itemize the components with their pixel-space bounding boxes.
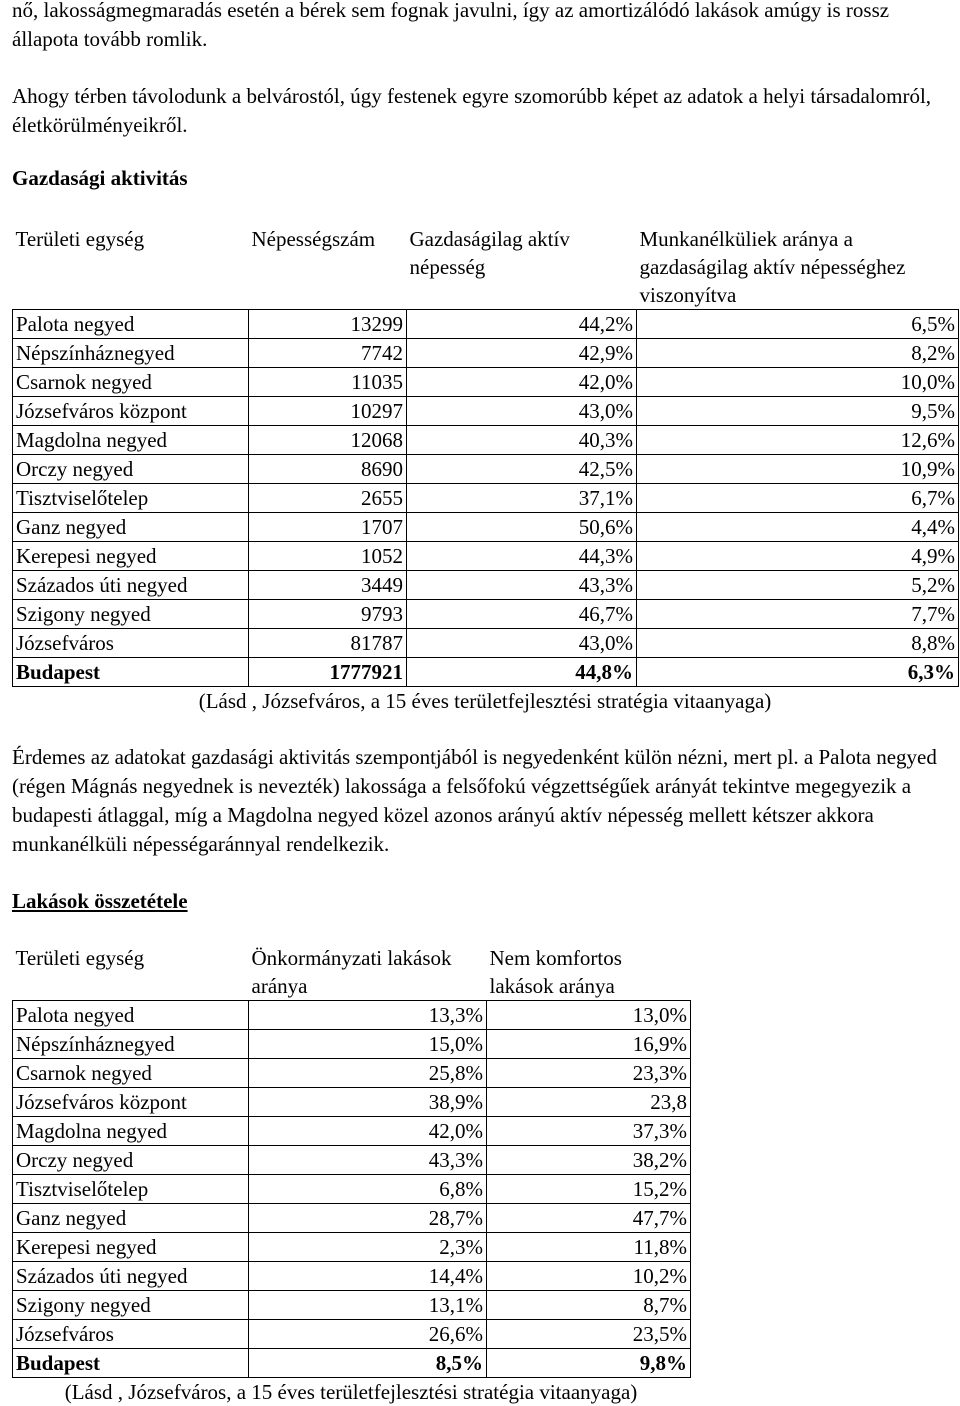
- value-cell: 11,8%: [487, 1233, 691, 1262]
- row-label-cell: Budapest: [13, 658, 249, 687]
- value-cell: 6,3%: [637, 658, 959, 687]
- table-total-row: [13, 658, 959, 687]
- value-cell: 15,2%: [487, 1175, 691, 1204]
- table-row: [13, 1146, 691, 1175]
- value-cell: 23,5%: [487, 1320, 691, 1349]
- value-cell: 42,9%: [407, 339, 637, 368]
- row-label-cell: Orczy negyed: [13, 455, 249, 484]
- value-cell: 9793: [249, 600, 407, 629]
- value-cell: 43,0%: [407, 629, 637, 658]
- value-cell: 44,2%: [407, 310, 637, 339]
- value-cell: 25,8%: [249, 1059, 487, 1088]
- value-cell: 7,7%: [637, 600, 959, 629]
- row-label-cell: Ganz negyed: [13, 513, 249, 542]
- table-row: [13, 426, 959, 455]
- column-header: Önkormányzati lakások aránya: [249, 944, 487, 1001]
- row-label-cell: Kerepesi negyed: [13, 1233, 249, 1262]
- table-row: [13, 1233, 691, 1262]
- value-cell: 2655: [249, 484, 407, 513]
- housing-table: [12, 944, 691, 1378]
- value-cell: 14,4%: [249, 1262, 487, 1291]
- source-note-1: (Lásd , Józsefváros, a 15 éves területfejlesztési stratégia vitaanyaga): [198, 689, 772, 713]
- value-cell: 44,3%: [407, 542, 637, 571]
- value-cell: 1777921: [249, 658, 407, 687]
- value-cell: 40,3%: [407, 426, 637, 455]
- value-cell: 37,3%: [487, 1117, 691, 1146]
- row-label-cell: Csarnok negyed: [13, 368, 249, 397]
- value-cell: 50,6%: [407, 513, 637, 542]
- row-label-cell: Józsefváros: [13, 1320, 249, 1349]
- table-row: [13, 1175, 691, 1204]
- value-cell: 43,0%: [407, 397, 637, 426]
- value-cell: 10,0%: [637, 368, 959, 397]
- value-cell: 16,9%: [487, 1030, 691, 1059]
- column-header: Gazdaságilag aktív népesség: [407, 225, 637, 310]
- economic-activity-table: [12, 225, 959, 687]
- section-title-gazdasagi: Gazdasági aktivitás: [12, 166, 188, 190]
- row-label-cell: Palota negyed: [13, 1001, 249, 1030]
- table-row: [13, 368, 959, 397]
- table-row: [13, 1320, 691, 1349]
- value-cell: 8,2%: [637, 339, 959, 368]
- document-page: [12, 0, 956, 1406]
- value-cell: 10,9%: [637, 455, 959, 484]
- row-label-cell: Orczy negyed: [13, 1146, 249, 1175]
- table-row: [13, 542, 959, 571]
- value-cell: 42,0%: [249, 1117, 487, 1146]
- row-label-cell: Tisztviselőtelep: [13, 484, 249, 513]
- row-label-cell: Ganz negyed: [13, 1204, 249, 1233]
- value-cell: 15,0%: [249, 1030, 487, 1059]
- value-cell: 6,5%: [637, 310, 959, 339]
- table-row: [13, 339, 959, 368]
- value-cell: 6,8%: [249, 1175, 487, 1204]
- column-header: Népességszám: [249, 225, 407, 310]
- value-cell: 9,8%: [487, 1349, 691, 1378]
- row-label-cell: Magdolna negyed: [13, 426, 249, 455]
- table-header-row: [13, 944, 691, 1001]
- table-row: [13, 1117, 691, 1146]
- value-cell: 8,8%: [637, 629, 959, 658]
- value-cell: 8690: [249, 455, 407, 484]
- value-cell: 42,5%: [407, 455, 637, 484]
- value-cell: 8,7%: [487, 1291, 691, 1320]
- value-cell: 43,3%: [249, 1146, 487, 1175]
- value-cell: 13,0%: [487, 1001, 691, 1030]
- value-cell: 10,2%: [487, 1262, 691, 1291]
- table-row: [13, 1001, 691, 1030]
- row-label-cell: Csarnok negyed: [13, 1059, 249, 1088]
- row-label-cell: Magdolna negyed: [13, 1117, 249, 1146]
- table-row: [13, 310, 959, 339]
- table-row: [13, 629, 959, 658]
- value-cell: 9,5%: [637, 397, 959, 426]
- value-cell: 4,9%: [637, 542, 959, 571]
- value-cell: 7742: [249, 339, 407, 368]
- value-cell: 23,3%: [487, 1059, 691, 1088]
- table-row: [13, 1291, 691, 1320]
- table-row: [13, 600, 959, 629]
- table-row: [13, 571, 959, 600]
- value-cell: 42,0%: [407, 368, 637, 397]
- value-cell: 38,2%: [487, 1146, 691, 1175]
- value-cell: 43,3%: [407, 571, 637, 600]
- row-label-cell: Józsefváros központ: [13, 397, 249, 426]
- value-cell: 13,1%: [249, 1291, 487, 1320]
- value-cell: 3449: [249, 571, 407, 600]
- table-row: [13, 397, 959, 426]
- value-cell: 47,7%: [487, 1204, 691, 1233]
- table-row: [13, 1204, 691, 1233]
- column-header: Területi egység: [13, 944, 249, 1001]
- row-label-cell: Százados úti negyed: [13, 1262, 249, 1291]
- value-cell: 13,3%: [249, 1001, 487, 1030]
- value-cell: 28,7%: [249, 1204, 487, 1233]
- value-cell: 26,6%: [249, 1320, 487, 1349]
- value-cell: 12068: [249, 426, 407, 455]
- value-cell: 81787: [249, 629, 407, 658]
- intro-paragraph-1: nő, lakosságmegmaradás esetén a bérek sem fognak javulni, így az amortizálódó lakások amúgy is rossz állapota tovább romlik.: [12, 0, 890, 51]
- table-header-row: [13, 225, 959, 310]
- value-cell: 12,6%: [637, 426, 959, 455]
- value-cell: 46,7%: [407, 600, 637, 629]
- value-cell: 38,9%: [249, 1088, 487, 1117]
- section-title-lakasok: Lakások összetétele: [12, 889, 188, 913]
- row-label-cell: Palota negyed: [13, 310, 249, 339]
- intro-paragraph-2: Ahogy térben távolodunk a belvárostól, úgy festenek egyre szomorúbb képet az adatok a helyi társadalomról, életkörülményeikről.: [12, 84, 932, 137]
- value-cell: 37,1%: [407, 484, 637, 513]
- table-row: [13, 455, 959, 484]
- value-cell: 1707: [249, 513, 407, 542]
- row-label-cell: Szigony negyed: [13, 600, 249, 629]
- value-cell: 13299: [249, 310, 407, 339]
- value-cell: 1052: [249, 542, 407, 571]
- row-label-cell: Népszínháznegyed: [13, 1030, 249, 1059]
- row-label-cell: Szigony negyed: [13, 1291, 249, 1320]
- value-cell: 23,8: [487, 1088, 691, 1117]
- table-row: [13, 1262, 691, 1291]
- row-label-cell: Százados úti negyed: [13, 571, 249, 600]
- column-header: Területi egység: [13, 225, 249, 310]
- value-cell: 44,8%: [407, 658, 637, 687]
- value-cell: 5,2%: [637, 571, 959, 600]
- column-header: Munkanélküliek aránya a gazdaságilag aktív népességhez viszonyítva: [637, 225, 959, 310]
- table-row: [13, 1059, 691, 1088]
- value-cell: 2,3%: [249, 1233, 487, 1262]
- table-row: [13, 484, 959, 513]
- row-label-cell: Józsefváros központ: [13, 1088, 249, 1117]
- row-label-cell: Népszínháznegyed: [13, 339, 249, 368]
- row-label-cell: Budapest: [13, 1349, 249, 1378]
- source-note-2: (Lásd , Józsefváros, a 15 éves területfejlesztési stratégia vitaanyaga): [64, 1380, 638, 1404]
- middle-paragraph: Érdemes az adatokat gazdasági aktivitás szempontjából is negyedenként külön nézni, mert pl. a Palota negyed (régen Mágnás negyednek is nevezték) lakossága a felsőfokú végzettségűek arányát tekintve megegyezik a budapesti átlaggal, míg a Magdolna negyed közel azonos arányú aktív népesség mellett kétszer akkora munkanélküli népességaránnyal rendelkezik.: [12, 745, 937, 856]
- row-label-cell: Tisztviselőtelep: [13, 1175, 249, 1204]
- table-row: [13, 1088, 691, 1117]
- value-cell: 11035: [249, 368, 407, 397]
- value-cell: 8,5%: [249, 1349, 487, 1378]
- value-cell: 10297: [249, 397, 407, 426]
- table-row: [13, 513, 959, 542]
- value-cell: 6,7%: [637, 484, 959, 513]
- table-total-row: [13, 1349, 691, 1378]
- row-label-cell: Kerepesi negyed: [13, 542, 249, 571]
- row-label-cell: Józsefváros: [13, 629, 249, 658]
- table-row: [13, 1030, 691, 1059]
- value-cell: 4,4%: [637, 513, 959, 542]
- column-header: Nem komfortos lakások aránya: [487, 944, 691, 1001]
